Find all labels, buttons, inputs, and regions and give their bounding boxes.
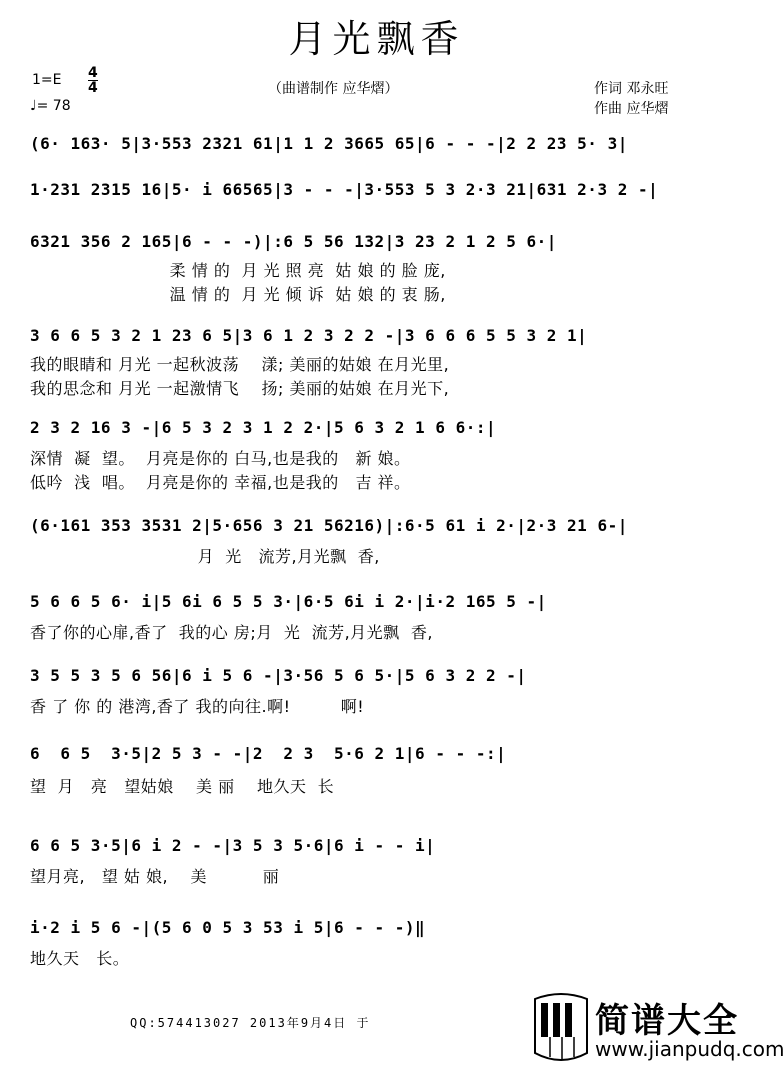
- staff-7-lyrics: 香了你的心扉,香了 我的心 房;月 光 流芳,月光飘 香,: [30, 623, 433, 642]
- staff-3-lyrics-1: 柔 情 的 月 光 照 亮 姑 娘 的 脸 庞,: [30, 261, 446, 280]
- staff-6-lyrics: 月 光 流芳,月光飘 香,: [30, 547, 380, 566]
- staff-3-lyrics-2: 温 情 的 月 光 倾 诉 姑 娘 的 衷 肠,: [30, 285, 446, 304]
- tempo-marking: ♩= 78: [30, 98, 71, 114]
- staff-3-notes: 6321 356 2 165|6 - - -)|:6 5 56 132|3 23 2 1 2 5 6·|: [30, 232, 557, 251]
- staff-9-notes: 6 6 5 3·5|2 5 3 - -|2 2 3 5·6 2 1|6 - - -:|: [30, 744, 507, 763]
- piano-keys-icon: [529, 995, 593, 1065]
- time-signature: [88, 66, 98, 95]
- composer: 作曲 应华熠: [594, 101, 669, 117]
- staff-11-notes: i·2 i 5 6 -|(5 6 0 5 3 53 i 5|6 - - -)‖: [30, 918, 426, 937]
- site-logo: [529, 993, 784, 1067]
- score-maker: （曲谱制作 应华熠）: [268, 81, 399, 97]
- brand-name: 简谱大全: [595, 1001, 739, 1041]
- song-title: 月光飘香: [288, 17, 465, 61]
- staff-10-notes: 6 6 5 3·5|6 i 2 - -|3 5 3 5·6|6 i - - i|: [30, 836, 436, 855]
- staff-7-notes: 5 6 6 5 6· i|5 6i 6 5 5 3·|6·5 6i i 2·|i·2 165 5 -|: [30, 592, 547, 611]
- staff-10-lyrics: 望月亮, 望 姑 娘, 美 丽: [30, 867, 280, 886]
- staff-5-notes: 2 3 2 16 3 -|6 5 3 2 3 1 2 2·|5 6 3 2 1 6 6·:|: [30, 418, 497, 437]
- staff-5-lyrics-2: 低吟 浅 唱。 月亮是你的 幸福,也是我的 吉 祥。: [30, 473, 411, 492]
- time-signature-bottom: 4: [88, 80, 98, 96]
- staff-8-lyrics: 香 了 你 的 港湾,香了 我的向往.啊! 啊!: [30, 697, 365, 716]
- brand-url: www.jianpudq.com: [595, 1037, 784, 1061]
- staff-4-lyrics-1: 我的眼睛和 月光 一起秋波荡 漾; 美丽的姑娘 在月光里,: [30, 355, 450, 374]
- lyricist: 作词 邓永旺: [594, 81, 669, 97]
- staff-8-notes: 3 5 5 3 5 6 56|6 i 5 6 -|3·56 5 6 5·|5 6 3 2 2 -|: [30, 666, 527, 685]
- staff-6-notes: (6·161 353 3531 2|5·656 3 21 56216)|:6·5 61 i 2·|2·3 21 6-|: [30, 516, 628, 535]
- staff-1-notes: (6· 163· 5|3·553 2321 61|1 1 2 3665 65|6 - - -|2 2 23 5· 3|: [30, 134, 628, 153]
- key-signature: 1=E: [32, 72, 62, 88]
- staff-9-lyrics: 望 月 亮 望姑娘 美 丽 地久天 长: [30, 777, 335, 796]
- footer-info: QQ:574413027 2013年9月4日 于: [130, 1016, 371, 1030]
- staff-4-lyrics-2: 我的思念和 月光 一起激情飞 扬; 美丽的姑娘 在月光下,: [30, 379, 450, 398]
- staff-4-notes: 3 6 6 5 3 2 1 23 6 5|3 6 1 2 3 2 2 -|3 6 6 6 5 5 3 2 1|: [30, 326, 588, 345]
- staff-11-lyrics: 地久天 长。: [30, 949, 130, 968]
- time-signature-top: 4: [88, 65, 98, 81]
- staff-5-lyrics-1: 深情 凝 望。 月亮是你的 白马,也是我的 新 娘。: [30, 449, 411, 468]
- staff-2-notes: 1·231 2315 16|5· i 66565|3 - - -|3·553 5 3 2·3 21|631 2·3 2 -|: [30, 180, 659, 199]
